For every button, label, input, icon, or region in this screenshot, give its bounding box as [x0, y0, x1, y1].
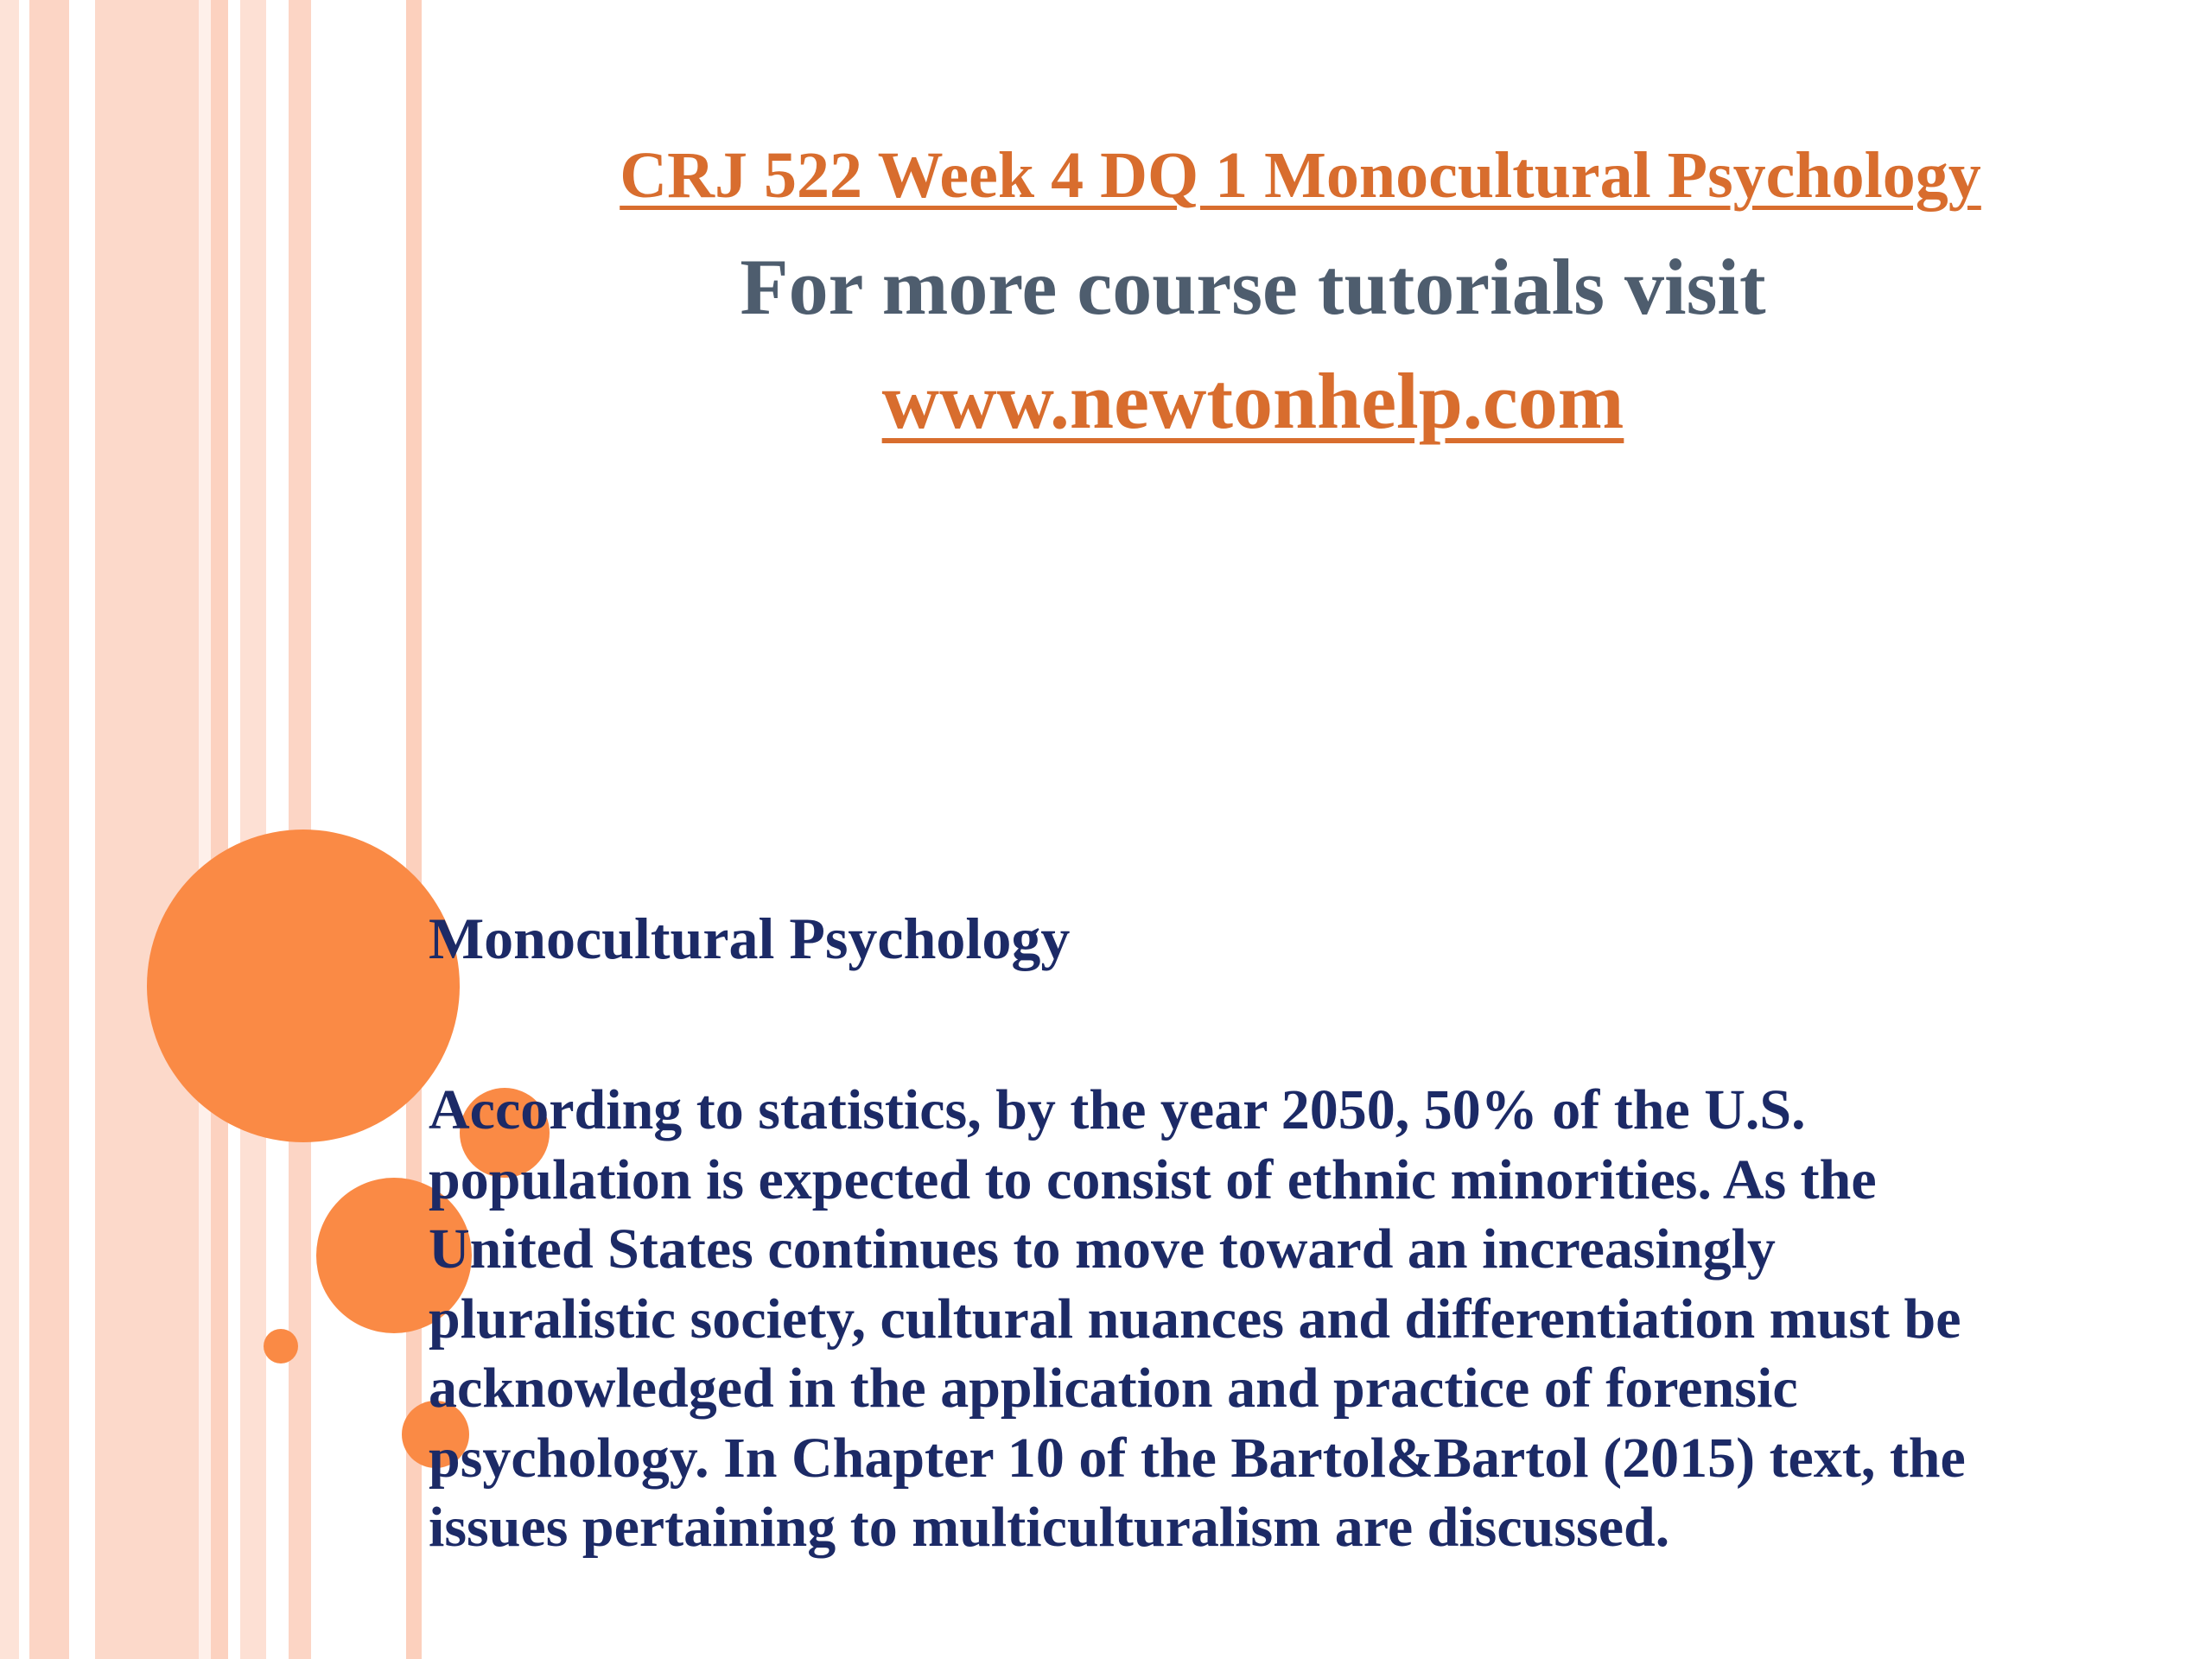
- stripe-band: [0, 0, 19, 1659]
- slide-title: CRJ 522 Week 4 DQ 1 Monocultural Psychology: [620, 139, 1981, 212]
- stripe-band: [211, 0, 228, 1659]
- stripe-band: [311, 0, 406, 1659]
- stripe-band: [228, 0, 240, 1659]
- body-line: pluralistic society, cultural nuances and differentiation must be: [429, 1287, 1961, 1351]
- stripe-band: [19, 0, 29, 1659]
- decorative-stripes: [0, 0, 432, 1659]
- body-line: United States continues to move toward an increasingly: [429, 1217, 1776, 1281]
- body-paragraph: [429, 1076, 2183, 1563]
- body-line: psychology. In Chapter 10 of the Bartol&Bartol (2015) text, the: [429, 1426, 1966, 1490]
- tiny-decorative-circle: [264, 1329, 298, 1363]
- stripe-band: [266, 0, 289, 1659]
- body-line: population is expected to consist of ethnic minorities. As the: [429, 1147, 1877, 1211]
- stripe-band: [95, 0, 199, 1659]
- body-line: According to statistics, by the year 2050, 50% of the U.S.: [429, 1078, 1806, 1141]
- section-heading: Monocultural Psychology: [429, 906, 1071, 971]
- tagline: For more course tutorials visit: [740, 243, 1766, 331]
- body-line: issues pertaining to multiculturalism are discussed.: [429, 1496, 1670, 1559]
- stripe-band: [29, 0, 69, 1659]
- stripe-band: [69, 0, 95, 1659]
- stripe-band: [240, 0, 266, 1659]
- large-decorative-circle: [147, 830, 460, 1142]
- stripe-band: [199, 0, 211, 1659]
- body-line: acknowledged in the application and practice of forensic: [429, 1357, 1798, 1420]
- website-link[interactable]: www.newtonhelp.com: [881, 357, 1624, 445]
